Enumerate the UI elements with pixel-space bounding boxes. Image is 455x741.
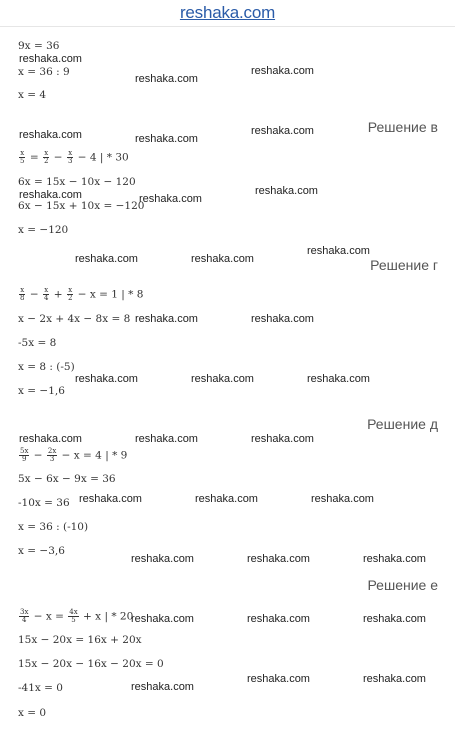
equation-line-fractions: $\frac{x}{5}$ = $\frac{x}{2}$ − $\frac{x}{3}$ − 4 | * 30 [20,149,129,165]
equation-line: 5x − 6x − 9x = 36 [18,473,116,485]
section-heading-v: Решение в [367,119,438,135]
equation-line: 9x = 36 [18,40,60,52]
site-logo-link[interactable]: reshaka.com [179,3,276,22]
watermark: reshaka.com [191,253,254,265]
watermark: reshaka.com [251,433,314,445]
watermark: reshaka.com [19,189,82,201]
watermark: reshaka.com [251,125,314,137]
section-heading-d: Решение д [367,416,438,432]
watermark: reshaka.com [135,433,198,445]
equation-line: x = 8 : (-5) [18,361,75,373]
watermark: reshaka.com [75,373,138,385]
watermark: reshaka.com [139,193,202,205]
watermark: reshaka.com [19,129,82,141]
equation-line-fractions: $\frac{5x}{9}$ − $\frac{2x}{3}$ − x = 4 | * 9 [20,447,128,463]
equation-line: x − 2x + 4x − 8x = 8 [18,313,131,325]
fraction: $\frac{3x}{4}$ [20,608,29,624]
watermark: reshaka.com [247,673,310,685]
fraction: $\frac{x}{4}$ [43,286,49,302]
watermark: reshaka.com [311,493,374,505]
watermark: reshaka.com [79,493,142,505]
watermark: reshaka.com [195,493,258,505]
equation-line: -5x = 8 [18,337,57,349]
equation-line: x = −120 [18,224,69,236]
equation-line: 15x − 20x − 16x − 20x = 0 [18,658,164,670]
watermark: reshaka.com [363,613,426,625]
fraction: $\frac{4x}{5}$ [69,608,78,624]
watermark: reshaka.com [247,553,310,565]
equation-line: 6x = 15x − 10x − 120 [18,176,136,188]
fraction: $\frac{x}{3}$ [67,149,73,165]
watermark: reshaka.com [191,373,254,385]
watermark: reshaka.com [19,53,82,65]
equation-line: x = −1,6 [18,385,65,397]
fraction: $\frac{x}{2}$ [67,286,73,302]
section-heading-e: Решение е [367,577,438,593]
watermark: reshaka.com [135,73,198,85]
watermark: reshaka.com [75,253,138,265]
equation-line: 15x − 20x = 16x + 20x [18,634,142,646]
watermark: reshaka.com [307,373,370,385]
watermark: reshaka.com [131,553,194,565]
equation-line: -41x = 0 [18,682,63,694]
watermark: reshaka.com [307,245,370,257]
equation-line: x = 36 : 9 [18,66,70,78]
watermark: reshaka.com [251,313,314,325]
watermark: reshaka.com [131,681,194,693]
watermark: reshaka.com [131,613,194,625]
fraction: $\frac{x}{8}$ [20,286,25,302]
equation-line-fractions: $\frac{x}{8}$ − $\frac{x}{4}$ + $\frac{x}{2}$ − x = 1 | * 8 [20,286,144,302]
watermark: reshaka.com [363,553,426,565]
fraction: $\frac{x}{5}$ [20,149,25,165]
watermark: reshaka.com [135,133,198,145]
equation-line: x = 0 [18,707,47,719]
section-heading-g: Решение г [370,257,438,273]
watermark: reshaka.com [255,185,318,197]
equation-line-fractions: $\frac{3x}{4}$ − x = $\frac{4x}{5}$ + x | * 20 [20,608,134,624]
equation-line: x = 4 [18,89,47,101]
equation-line: x = 36 : (-10) [18,521,89,533]
fraction: $\frac{2x}{3}$ [47,447,57,463]
equation-line: 6x − 15x + 10x = −120 [18,200,145,212]
equation-line: x = −3,6 [18,545,65,557]
watermark: reshaka.com [19,433,82,445]
fraction: $\frac{x}{2}$ [43,149,49,165]
watermark: reshaka.com [135,313,198,325]
equation-line: -10x = 36 [18,497,70,509]
site-header [0,0,455,27]
watermark: reshaka.com [251,65,314,77]
fraction: $\frac{5x}{9}$ [20,447,29,463]
watermark: reshaka.com [247,613,310,625]
watermark: reshaka.com [363,673,426,685]
